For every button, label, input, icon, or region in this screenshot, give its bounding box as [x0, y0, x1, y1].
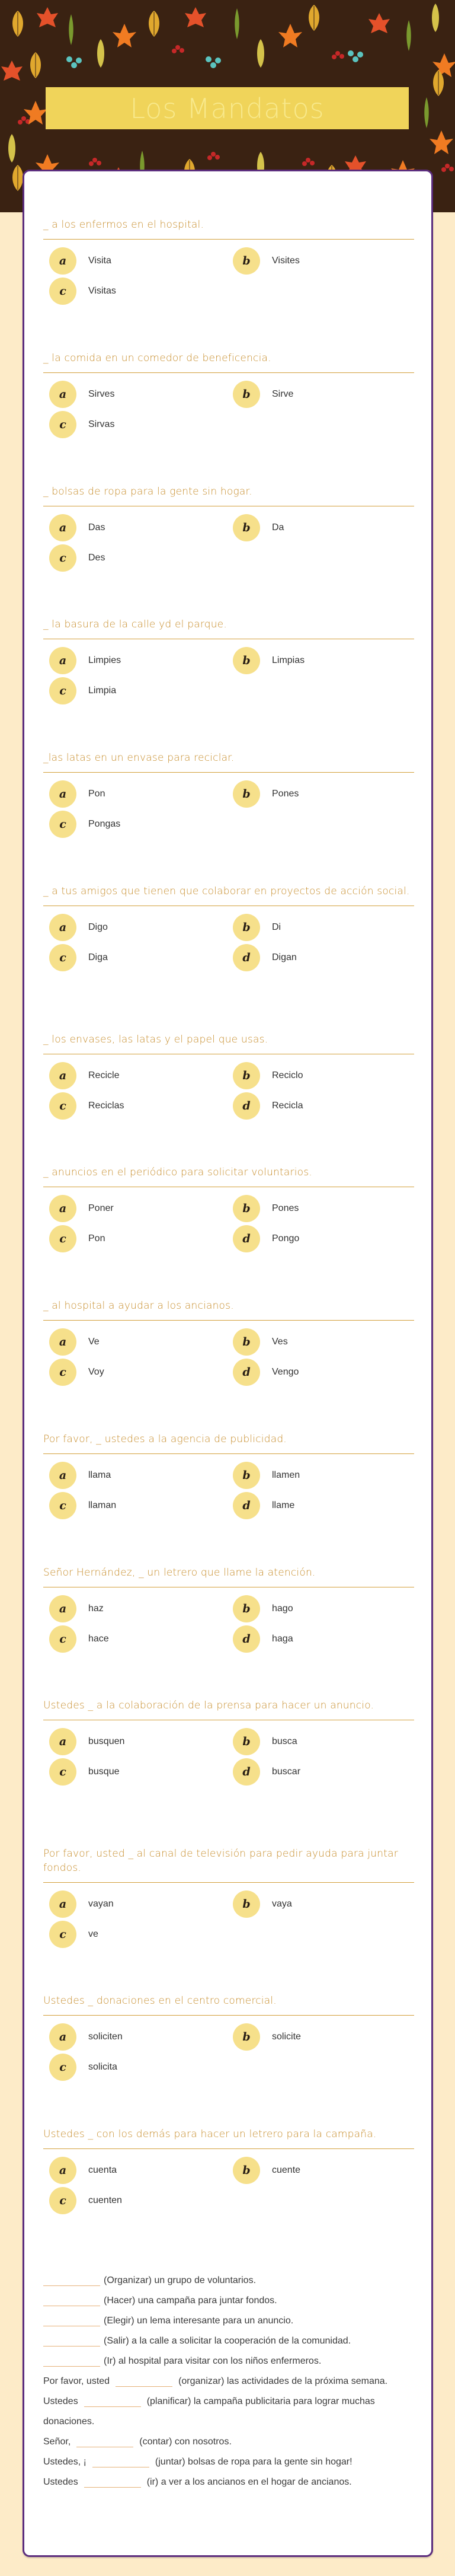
- option-label: haz: [88, 1603, 104, 1614]
- option-label: cuente: [272, 2165, 301, 2175]
- sentence-prefix: Señor,: [43, 2437, 71, 2447]
- sentence-suffix: (Salir) a la calle a solicitar la cooperación de la comunidad.: [104, 2336, 351, 2346]
- question-text: _ la comida en un comedor de beneficencia.: [43, 351, 414, 373]
- answer-option-b[interactable]: [233, 248, 411, 274]
- answer-blank-input[interactable]: [84, 2476, 141, 2488]
- option-letter-badge: a: [49, 1728, 76, 1755]
- option-label: Recicle: [88, 1070, 120, 1080]
- answer-option-c[interactable]: [49, 1359, 227, 1385]
- option-label: Pon: [88, 789, 105, 799]
- answer-option-b[interactable]: [233, 2024, 411, 2050]
- fill-in-sentence: [43, 2472, 422, 2492]
- option-letter-badge: b: [233, 247, 260, 275]
- sentence-prefix: Por favor, usted: [43, 2376, 110, 2386]
- option-letter-badge: b: [233, 647, 260, 674]
- option-letter-badge: b: [233, 381, 260, 408]
- option-letter-badge: b: [233, 780, 260, 808]
- option-label: Pones: [272, 789, 299, 799]
- option-letter-badge: c: [49, 2054, 76, 2081]
- option-label: Das: [88, 522, 105, 533]
- option-label: Sirve: [272, 389, 294, 399]
- question-text: Ustedes _ a la colaboración de la prensa para hacer un anuncio.: [43, 1698, 414, 1720]
- option-letter-badge: c: [49, 1625, 76, 1653]
- answer-option-c[interactable]: [49, 412, 227, 438]
- option-letter-badge: b: [233, 1595, 260, 1622]
- option-letter-badge: a: [49, 514, 76, 541]
- question-block: [43, 1432, 414, 1523]
- option-letter-badge: b: [233, 1890, 260, 1918]
- quiz-card: [23, 170, 433, 2557]
- question-block: [43, 1847, 414, 1952]
- option-label: Visites: [272, 256, 300, 266]
- option-label: llamen: [272, 1470, 300, 1480]
- answer-options: [43, 1729, 414, 1789]
- option-letter-badge: c: [49, 1092, 76, 1120]
- option-label: Pones: [272, 1203, 299, 1213]
- option-letter-badge: d: [233, 1492, 260, 1519]
- answer-blank-input[interactable]: [76, 2435, 133, 2447]
- option-label: Digan: [272, 952, 297, 962]
- answer-option-c[interactable]: [49, 1226, 227, 1252]
- answer-blank-input[interactable]: [43, 2314, 100, 2326]
- answer-option-c[interactable]: [49, 1493, 227, 1519]
- option-letter-badge: b: [233, 1462, 260, 1489]
- answer-options: [43, 914, 414, 975]
- option-letter-badge: b: [233, 2023, 260, 2051]
- option-letter-badge: a: [49, 1195, 76, 1222]
- answer-option-a[interactable]: [49, 1462, 227, 1488]
- option-letter-badge: b: [233, 2157, 260, 2184]
- fill-in-sentence: [43, 2351, 422, 2371]
- option-label: llaman: [88, 1500, 117, 1510]
- question-text: Ustedes _ donaciones en el centro comercial.: [43, 1994, 414, 2016]
- fill-in-sentence: [43, 2311, 422, 2331]
- option-label: Diga: [88, 952, 108, 962]
- option-label: Reciclo: [272, 1070, 303, 1080]
- option-letter-badge: c: [49, 2187, 76, 2214]
- question-text: _ bolsas de ropa para la gente sin hogar.: [43, 484, 414, 506]
- answer-blank-input[interactable]: [43, 2274, 100, 2286]
- answer-option-a[interactable]: [49, 2024, 227, 2050]
- option-label: Sirves: [88, 389, 115, 399]
- option-letter-badge: c: [49, 1492, 76, 1519]
- option-letter-badge: a: [49, 2023, 76, 2051]
- answer-options: [43, 1063, 414, 1123]
- question-block: [43, 484, 414, 575]
- option-label: Ves: [272, 1337, 288, 1347]
- answer-option-d[interactable]: [233, 1226, 411, 1252]
- question-text: Señor Hernández, _ un letrero que llame la atención.: [43, 1566, 414, 1587]
- option-label: Des: [88, 553, 105, 563]
- option-letter-badge: c: [49, 1758, 76, 1786]
- answer-option-b[interactable]: [233, 648, 411, 674]
- page-title: Los Mandatos: [130, 92, 325, 125]
- option-label: busquen: [88, 1736, 125, 1746]
- answer-option-b[interactable]: [233, 1462, 411, 1488]
- answer-option-c[interactable]: [49, 1093, 227, 1119]
- answer-option-a[interactable]: [49, 1195, 227, 1222]
- answer-option-a[interactable]: [49, 914, 227, 941]
- option-label: hago: [272, 1603, 293, 1614]
- option-label: ve: [88, 1929, 98, 1939]
- question-text: _ al hospital a ayudar a los ancianos.: [43, 1299, 414, 1321]
- option-label: Di: [272, 922, 281, 932]
- answer-option-d[interactable]: [233, 1493, 411, 1519]
- answer-options: [43, 1195, 414, 1256]
- option-letter-badge: b: [233, 514, 260, 541]
- fill-in-sentence: [43, 2452, 422, 2472]
- answer-option-b[interactable]: [233, 515, 411, 541]
- answer-options: [43, 2157, 414, 2218]
- option-label: busque: [88, 1767, 120, 1777]
- answer-option-a[interactable]: [49, 248, 227, 274]
- answer-option-a[interactable]: [49, 1063, 227, 1089]
- answer-option-b[interactable]: [233, 1596, 411, 1622]
- fill-in-sentence: [43, 2392, 422, 2432]
- sentence-suffix: (Organizar) un grupo de voluntarios.: [104, 2275, 257, 2285]
- answer-blank-input[interactable]: [43, 2294, 100, 2306]
- option-label: hace: [88, 1634, 109, 1644]
- option-label: cuenta: [88, 2165, 117, 2175]
- answer-option-a[interactable]: [49, 1891, 227, 1917]
- option-letter-badge: c: [49, 544, 76, 572]
- option-letter-badge: a: [49, 1462, 76, 1489]
- question-block: [43, 218, 414, 308]
- sentence-suffix: (Hacer) una campaña para juntar fondos.: [104, 2296, 277, 2306]
- fill-in-sentence: [43, 2331, 422, 2351]
- question-block: [43, 1698, 414, 1789]
- option-letter-badge: a: [49, 2157, 76, 2184]
- option-letter-badge: d: [233, 1359, 260, 1386]
- option-letter-badge: c: [49, 811, 76, 838]
- option-letter-badge: d: [233, 1092, 260, 1120]
- answer-option-b[interactable]: [233, 2157, 411, 2183]
- option-label: Pongo: [272, 1233, 300, 1244]
- answer-options: [43, 515, 414, 575]
- option-letter-badge: b: [233, 1328, 260, 1356]
- question-block: [43, 1566, 414, 1656]
- answer-option-a[interactable]: [49, 1729, 227, 1755]
- question-block: [43, 2127, 414, 2218]
- option-label: Vengo: [272, 1367, 299, 1377]
- sentence-suffix: (ir) a ver a los ancianos en el hogar de ancianos.: [146, 2477, 352, 2487]
- option-label: vaya: [272, 1899, 292, 1909]
- answer-options: [43, 248, 414, 308]
- answer-option-a[interactable]: [49, 381, 227, 407]
- option-label: buscar: [272, 1767, 301, 1777]
- answer-option-a[interactable]: [49, 781, 227, 807]
- option-label: vayan: [88, 1899, 114, 1909]
- question-text: _las latas en un envase para reciclar.: [43, 751, 414, 773]
- answer-option-a[interactable]: [49, 1596, 227, 1622]
- option-letter-badge: a: [49, 647, 76, 674]
- option-letter-badge: a: [49, 247, 76, 275]
- answer-options: [43, 2024, 414, 2084]
- answer-options: [43, 1329, 414, 1389]
- option-label: Reciclas: [88, 1101, 124, 1111]
- question-block: [43, 1994, 414, 2084]
- option-label: Sirvas: [88, 419, 115, 429]
- option-letter-badge: a: [49, 1890, 76, 1918]
- option-label: Digo: [88, 922, 108, 932]
- sentence-suffix: (juntar) bolsas de ropa para la gente sin hogar!: [155, 2457, 353, 2467]
- answer-option-c[interactable]: [49, 1626, 227, 1652]
- sentence-prefix: Ustedes: [43, 2477, 78, 2487]
- answer-options: [43, 781, 414, 841]
- option-label: Limpies: [88, 655, 121, 665]
- option-letter-badge: b: [233, 1728, 260, 1755]
- option-label: solicita: [88, 2062, 117, 2072]
- question-block: [43, 351, 414, 442]
- answer-option-a[interactable]: [49, 1329, 227, 1355]
- question-text: _ la basura de la calle yd el parque.: [43, 617, 414, 639]
- option-letter-badge: a: [49, 780, 76, 808]
- answer-option-a[interactable]: [49, 515, 227, 541]
- answer-option-b[interactable]: [233, 1195, 411, 1222]
- option-letter-badge: b: [233, 1195, 260, 1222]
- answer-option-c[interactable]: [49, 1759, 227, 1785]
- fill-in-sentence: [43, 2271, 422, 2291]
- sentence-suffix: (organizar) las actividades de la próxima semana.: [178, 2376, 388, 2386]
- question-text: Por favor, usted _ al canal de televisión para pedir ayuda para juntar fondos.: [43, 1847, 414, 1883]
- answer-option-d[interactable]: [233, 1626, 411, 1652]
- option-letter-badge: b: [233, 1062, 260, 1089]
- answer-blank-input[interactable]: [92, 2456, 149, 2467]
- option-label: haga: [272, 1634, 293, 1644]
- option-letter-badge: c: [49, 1921, 76, 1948]
- option-label: Poner: [88, 1203, 114, 1213]
- answer-option-c[interactable]: [49, 811, 227, 837]
- answer-option-c[interactable]: [49, 945, 227, 971]
- question-block: [43, 884, 414, 975]
- option-letter-badge: d: [233, 1225, 260, 1252]
- question-text: _ a tus amigos que tienen que colaborar en proyectos de acción social.: [43, 884, 414, 906]
- option-letter-badge: d: [233, 944, 260, 971]
- option-label: soliciten: [88, 2032, 123, 2042]
- option-letter-badge: c: [49, 1225, 76, 1252]
- option-letter-badge: c: [49, 1359, 76, 1386]
- answer-option-c[interactable]: [49, 678, 227, 704]
- option-letter-badge: c: [49, 944, 76, 971]
- option-label: Voy: [88, 1367, 104, 1377]
- fill-in-sentence: [43, 2371, 422, 2392]
- answer-blank-input[interactable]: [116, 2375, 172, 2387]
- answer-option-b[interactable]: [233, 1329, 411, 1355]
- answer-option-a[interactable]: [49, 2157, 227, 2183]
- option-letter-badge: c: [49, 677, 76, 704]
- answer-option-c[interactable]: [49, 1921, 227, 1947]
- answer-option-c[interactable]: [49, 545, 227, 571]
- answer-option-c[interactable]: [49, 278, 227, 304]
- sentence-suffix: (Ir) al hospital para visitar con los niños enfermeros.: [104, 2356, 322, 2366]
- answer-blank-input[interactable]: [43, 2335, 100, 2347]
- option-label: Da: [272, 522, 284, 533]
- option-letter-badge: a: [49, 1062, 76, 1089]
- answer-blank-input[interactable]: [84, 2395, 141, 2407]
- answer-option-b[interactable]: [233, 1729, 411, 1755]
- answer-option-d[interactable]: [233, 945, 411, 971]
- sentence-prefix: Ustedes: [43, 2396, 78, 2406]
- answer-option-d[interactable]: [233, 1359, 411, 1385]
- answer-option-d[interactable]: [233, 1759, 411, 1785]
- question-block: [43, 1032, 414, 1123]
- answer-blank-input[interactable]: [43, 2355, 100, 2367]
- answer-option-b[interactable]: [233, 914, 411, 941]
- answer-options: [43, 381, 414, 442]
- option-label: Recicla: [272, 1101, 303, 1111]
- answer-options: [43, 1891, 414, 1952]
- sentence-suffix: (planificar) la campaña publicitaria para lograr muchas donaciones.: [43, 2396, 375, 2427]
- question-block: [43, 1165, 414, 1256]
- option-letter-badge: d: [233, 1758, 260, 1786]
- option-letter-badge: a: [49, 1328, 76, 1356]
- answer-option-b[interactable]: [233, 1063, 411, 1089]
- option-letter-badge: a: [49, 914, 76, 941]
- option-letter-badge: c: [49, 411, 76, 438]
- option-label: Limpia: [88, 686, 117, 696]
- answer-option-c[interactable]: [49, 2054, 227, 2080]
- sentence-suffix: (contar) con nosotros.: [139, 2437, 232, 2447]
- option-label: busca: [272, 1736, 297, 1746]
- answer-option-b[interactable]: [233, 381, 411, 407]
- fill-in-sentence: [43, 2291, 422, 2311]
- option-label: Visita: [88, 256, 111, 266]
- sentence-prefix: Ustedes, ¡: [43, 2457, 86, 2467]
- question-text: Ustedes _ con los demás para hacer un letrero para la campaña.: [43, 2127, 414, 2149]
- question-block: [43, 617, 414, 708]
- option-label: llama: [88, 1470, 111, 1480]
- option-label: Pongas: [88, 819, 121, 829]
- answer-options: [43, 1596, 414, 1656]
- question-block: [43, 751, 414, 841]
- answer-option-b[interactable]: [233, 781, 411, 807]
- question-text: Por favor, _ ustedes a la agencia de publicidad.: [43, 1432, 414, 1454]
- question-text: _ anuncios en el periódico para solicitar voluntarios.: [43, 1165, 414, 1187]
- option-label: Ve: [88, 1337, 100, 1347]
- fill-in-section: [43, 2271, 422, 2492]
- question-text: _ a los enfermos en el hospital.: [43, 218, 414, 240]
- answer-option-b[interactable]: [233, 1891, 411, 1917]
- answer-options: [43, 648, 414, 708]
- option-label: Pon: [88, 1233, 105, 1244]
- answer-option-d[interactable]: [233, 1093, 411, 1119]
- option-letter-badge: a: [49, 381, 76, 408]
- answer-options: [43, 1462, 414, 1523]
- option-letter-badge: c: [49, 278, 76, 305]
- option-letter-badge: b: [233, 914, 260, 941]
- option-label: llame: [272, 1500, 295, 1510]
- option-label: Limpias: [272, 655, 305, 665]
- answer-option-a[interactable]: [49, 648, 227, 674]
- sentence-suffix: (Elegir) un lema interesante para un anuncio.: [104, 2316, 294, 2326]
- answer-option-c[interactable]: [49, 2188, 227, 2214]
- question-block: [43, 1299, 414, 1389]
- option-label: cuenten: [88, 2195, 122, 2205]
- fill-in-sentence: [43, 2432, 422, 2452]
- title-banner: [46, 87, 409, 129]
- option-label: solicite: [272, 2032, 301, 2042]
- option-letter-badge: d: [233, 1625, 260, 1653]
- option-letter-badge: a: [49, 1595, 76, 1622]
- option-label: Visitas: [88, 286, 116, 296]
- question-text: _ los envases, las latas y el papel que usas.: [43, 1032, 414, 1054]
